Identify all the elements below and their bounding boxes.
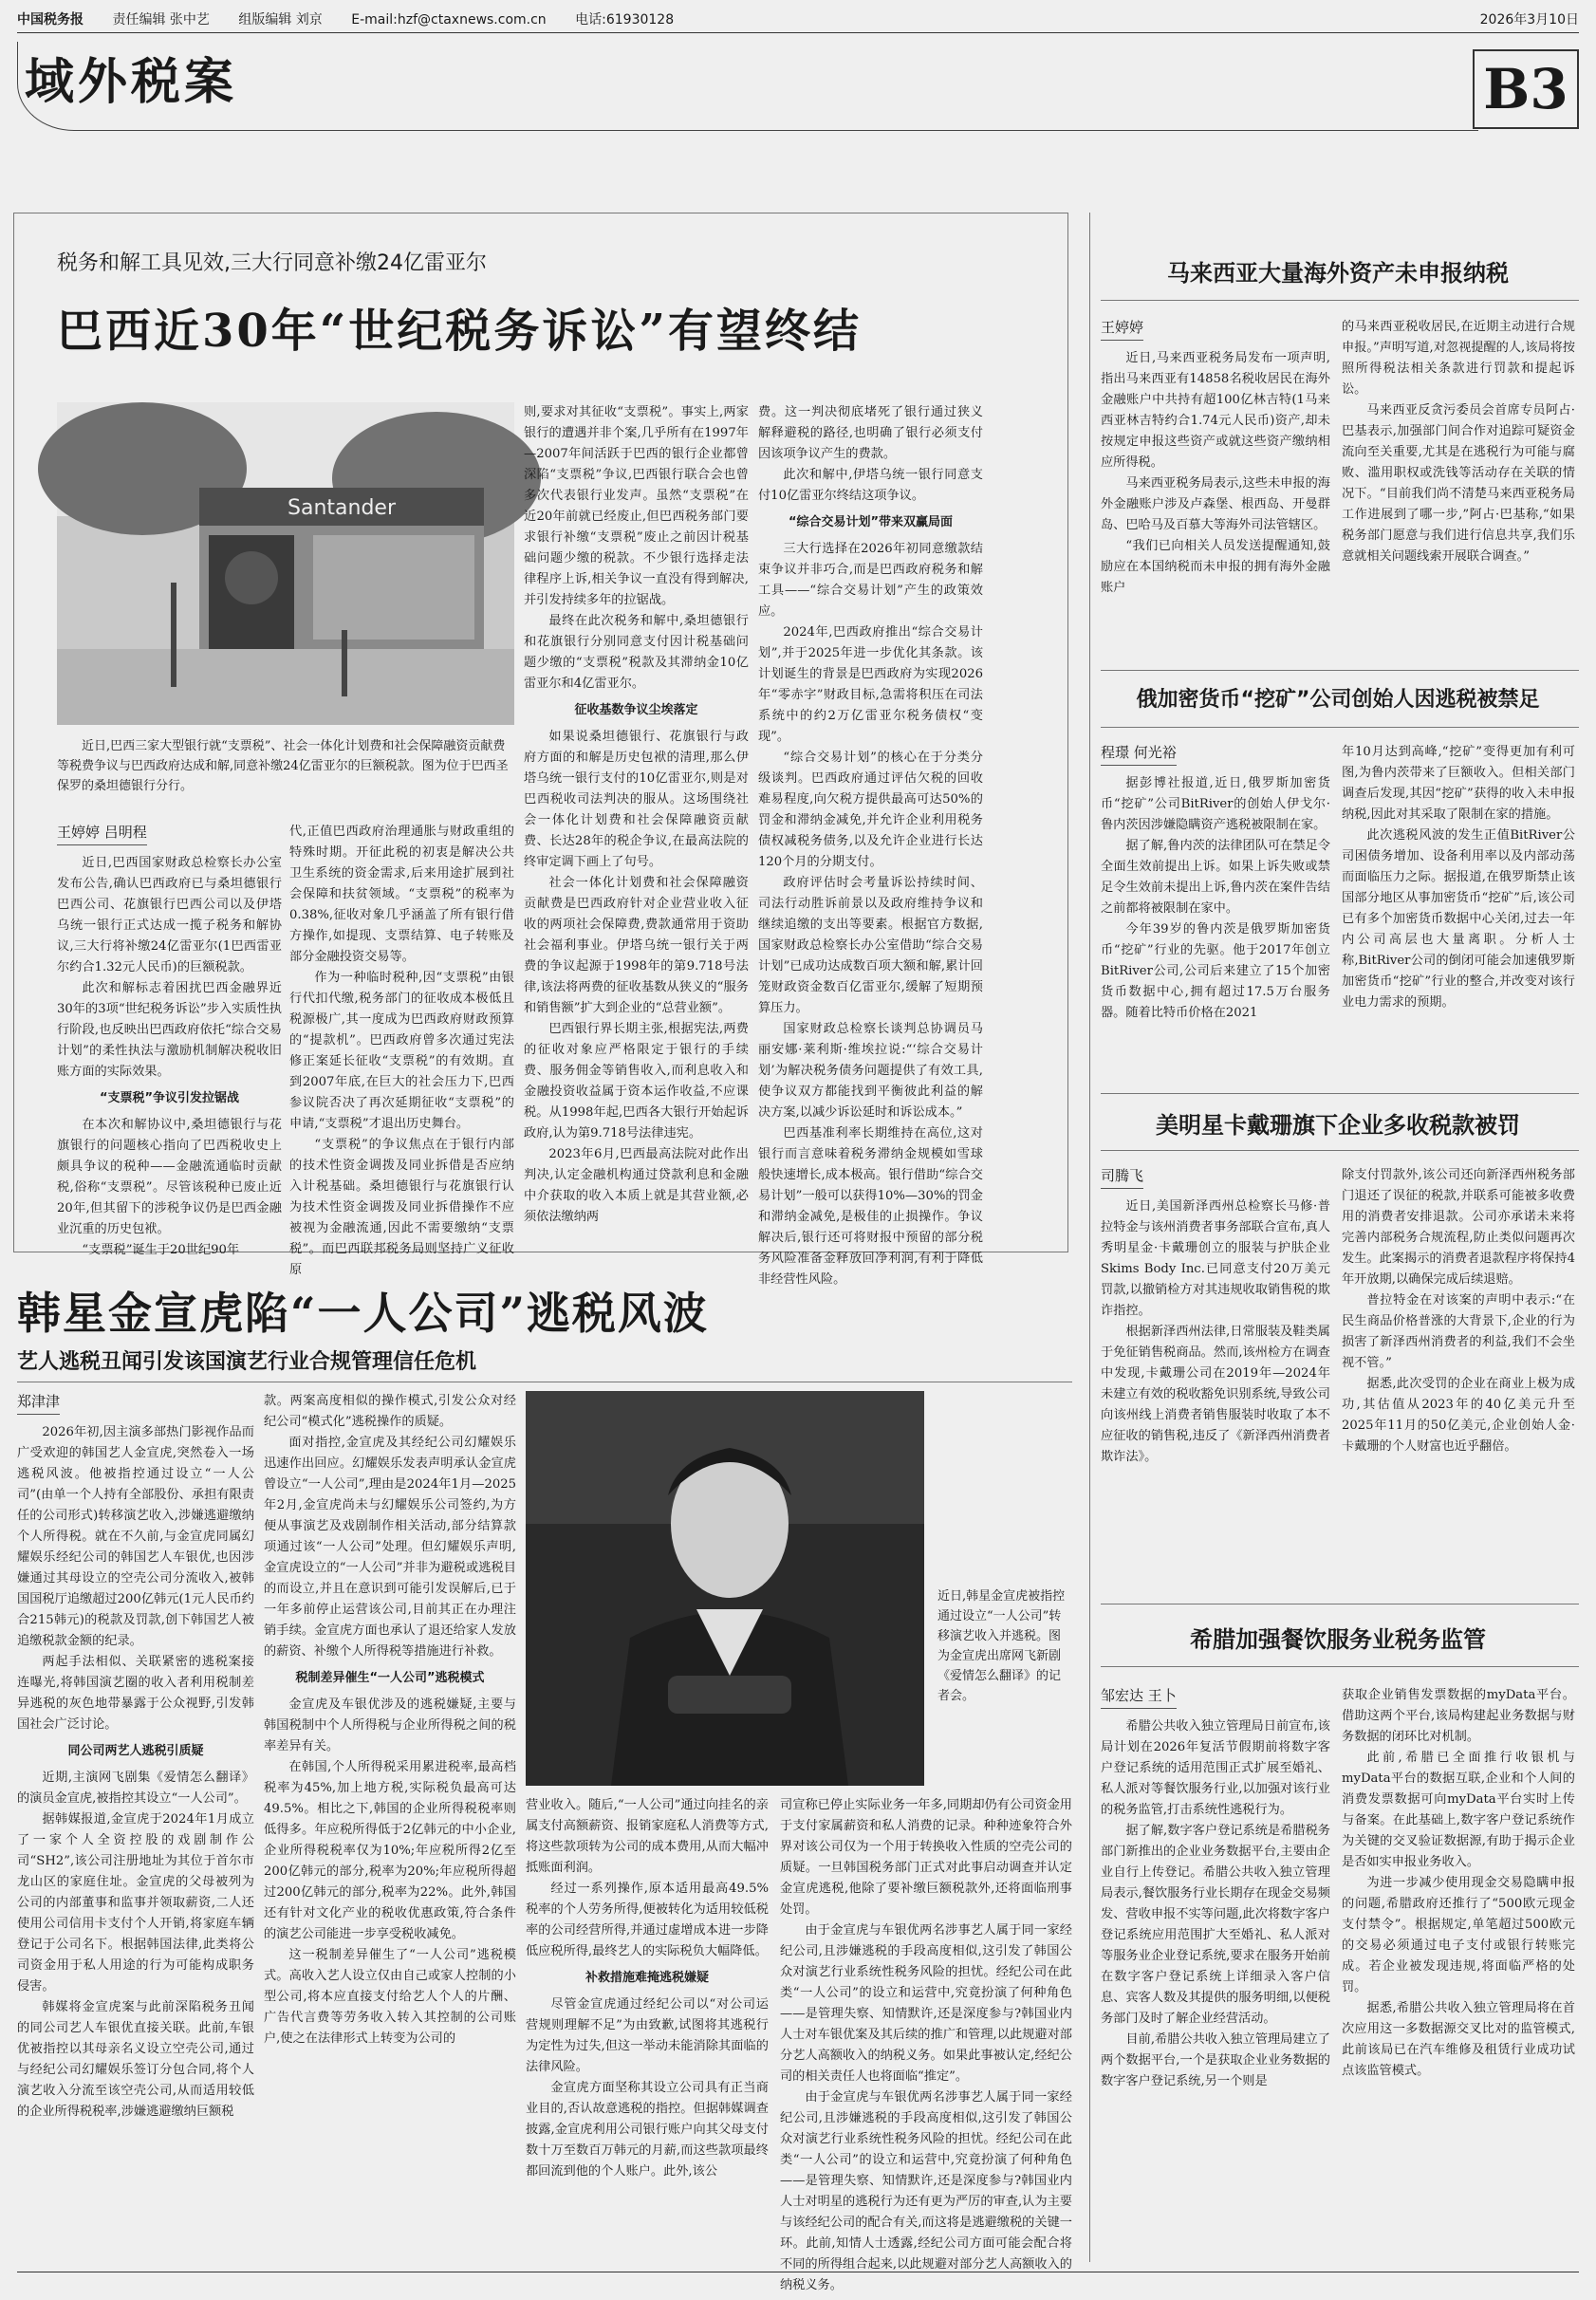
- paragraph: 根据新泽西州法律,日常服装及鞋类属于免征销售税商品。然而,该州检方在调查中发现,卡戴珊公司在2019年—2024年未建立有效的税收豁免识别系统,导致公司向该州线上消费者销售服装时收取了本不应征收的销售税,违反了《新泽西州消费者欺诈法》。: [1101, 1325, 1330, 1464]
- paragraph: 获取企业销售发票数据的myData平台。借助这两个平台,该局构建起业务数据与财务数据的闭环比对机制。: [1342, 1688, 1575, 1744]
- paragraph: 最终在此次税务和解中,桑坦德银行和花旗银行分别同意支付因计税基础问题少缴的“支票税”税款及其滞纳金10亿雷亚尔和4亿雷亚尔。: [524, 614, 749, 691]
- header-rule: [17, 32, 1579, 33]
- paragraph: 尽管金宣虎通过经纪公司以“对公司运营规则理解不足”为由致歉,试图将其逃税行为定性为过失,但这一举动未能消除其面临的法律风险。: [526, 1997, 769, 2074]
- paragraph: 则,要求对其征收“支票税”。事实上,两家银行的遭遇并非个案,几乎所有在1997年—2007年间活跃于巴西的银行企业都曾深陷“支票税”争议,巴西银行联合会也曾多次代表银行业发声。虽然“支票税”在近20年前就已经废止,但巴西税务部门要求银行补缴“支票税”废止之前因计税基础问题少缴的税款。不少银行选择走法律程序上诉,相关争议一直没有得到解决,并引发持续多年的拉锯战。: [524, 405, 749, 607]
- paragraph: “支票税”的争议焦点在于银行内部的技术性资金调拨及同业拆借是否应纳入计税基础。桑坦德银行与花旗银行认为技术性资金调拨及同业拆借操作不应被视为金融流通,因此不需要缴纳“支票税”。而巴西联邦税务局则坚持广义征收原: [289, 1138, 514, 1277]
- paragraph: 据悉,希腊公共收入独立管理局将在首次应用这一多数据源交叉比对的监管模式,此前该局已在汽车维修及租赁行业成功试点该监管模式。: [1342, 2001, 1575, 2078]
- paragraph: 2024年,巴西政府推出“综合交易计划”,并于2025年进一步优化其条款。该计划诞生的背景是巴西政府为实现2026年“零赤字”财政目标,急需将积压在司法系统中的约2万亿雷亚尔税务债权“变现”。: [758, 625, 983, 744]
- paragraph: 除支付罚款外,该公司还向新泽西州税务部门退还了误征的税款,并联系可能被多收费用的消费者安排退款。公司亦承诺未来将完善内部税务合规流程,防止类似问题再次发生。此案揭示的消费者退款程序将保持4年开放期,以确保完成后续退赔。: [1342, 1168, 1575, 1287]
- greece-byline: 邹宏达 王卜: [1101, 1685, 1177, 1709]
- paragraph: 据了解,数字客户登记系统是希腊税务部门新推出的企业业务数据平台,主要由企业自行上传登记。希腊公共收入独立管理局表示,餐饮服务行业长期存在现金交易频发、营收申报不实等问题,此次将数字客户登记系统应用范围扩大至婚礼、私人派对等服务业企业登记系统,要求在服务开始前在数字客户登记系统上详细录入客户信息、宾客人数及其提供的服务明细,以便税务部门及时了解企业经营活动。: [1101, 1824, 1330, 2026]
- page-number: B3: [1473, 49, 1579, 129]
- paragraph: 普拉特金在对该案的声明中表示:“在民生商品价格普涨的大背景下,企业的行为损害了新泽西州消费者的利益,我们不会坐视不管。”: [1342, 1293, 1575, 1370]
- russia-title: 俄加密货币“挖矿”公司创始人因逃税被禁足: [1136, 688, 1540, 712]
- svg-text:Santander: Santander: [288, 496, 396, 520]
- paragraph: 在韩国,个人所得税采用累进税率,最高档税率为45%,加上地方税,实际税负最高可达49.5%。相比之下,韩国的企业所得税税率则低得多。年应税所得低于2亿韩元的中小企业,企业所得税税率仅为10%;年应税所得2亿至200亿韩元的部分,税率为20%;年应税所得超过200亿韩元的部分,税率为22%。此外,韩国还有针对文化产业的税收优惠政策,符合条件的演艺公司能进一步享受税收减免。: [264, 1760, 516, 1941]
- korea-column-1: [17, 1391, 254, 2256]
- rule: [1101, 1666, 1579, 1667]
- paper-name: 中国税务报: [17, 12, 84, 28]
- paragraph: “我们已向相关人员发送提醒通知,鼓励应在本国纳税而未申报的拥有海外金融账户: [1101, 539, 1330, 595]
- brazil-column-4: [758, 402, 983, 1287]
- kardashian-title: 美明星卡戴珊旗下企业多收税款被罚: [1156, 1112, 1520, 1139]
- korea-column-3: [526, 1795, 769, 2256]
- paragraph: 马来西亚税务局表示,这些未申报的海外金融账户涉及卢森堡、根西岛、开曼群岛、巴哈马及百慕大等海外司法管辖区。: [1101, 476, 1330, 532]
- greece-column-2: [1342, 1685, 1575, 2258]
- paragraph: 经过一系列操作,原本适用最高49.5%税率的个人劳务所得,便被转化为适用较低税率的公司经营所得,并通过虚增成本进一步降低应税所得,最终艺人的实际税负大幅降低。: [526, 1882, 769, 1958]
- paragraph: 2023年6月,巴西最高法院对此作出判决,认定金融机构通过贷款利息和金融中介获取的收入本质上就是其营业额,必须依法缴纳两: [524, 1147, 749, 1224]
- kardashian-column-2: [1342, 1165, 1575, 1621]
- malaysia-column-2: [1342, 317, 1575, 668]
- russia-column-2: [1342, 742, 1575, 1089]
- paragraph: 代,正值巴西政府治理通胀与财政重组的特殊时期。开征此税的初衷是解决公共卫生系统的资金需求,后来用途扩展到社会保障和扶贫领域。“支票税”的税率为0.38%,征收对象几乎涵盖了所有银行借方操作,如提现、支票结算、电子转账及部分金融投资交易等。: [289, 825, 514, 964]
- malaysia-byline: 王婷婷: [1101, 317, 1143, 341]
- paragraph: 金宣虎及车银优涉及的逃税嫌疑,主要与韩国税制中个人所得税与企业所得税之间的税率差异有关。: [264, 1697, 516, 1753]
- paragraph: 巴西基准利率长期维持在高位,这对银行而言意味着税务滞纳金规模如雪球般快速增长,成本极高。银行借助“综合交易计划”一般可以获得10%—30%的罚金和滞纳金减免,是极佳的止损操作。争议解决后,银行还可将财报中预留的部分税务风险准备金释放回净利润,有利于降低非经营性风险。: [758, 1126, 983, 1287]
- masthead-bar: [17, 9, 1579, 28]
- paragraph: 今年39岁的鲁内茨是俄罗斯加密货币“挖矿”行业的先驱。他于2017年创立BitRiver公司,公司后来建立了15个加密货币数据中心,拥有超过17.5万台服务器。随着比特币价格在2021: [1101, 922, 1330, 1020]
- paragraph: 近日,美国新泽西州总检察长马修·普拉特金与该州消费者事务部联合宣布,真人秀明星金·卡戴珊创立的服装与护肤企业Skims Body Inc.已同意支付20万美元罚款,以撤销检方对其违规收取销售税的欺诈指控。: [1101, 1199, 1330, 1318]
- paragraph: 司宣称已停止实际业务一年多,同期却仍有公司资金用于支付家属薪资和私人消费的记录。种种迹象符合外界对该公司仅为一个用于转换收入性质的空壳公司的质疑。一旦韩国税务部门正式对此事启动调查并认定金宣虎逃税,他除了要补缴巨额税款外,还将面临刑事处罚。: [780, 1798, 1072, 1917]
- layout-editor: 组版编辑 刘京: [238, 12, 323, 28]
- paragraph: 费。这一判决彻底堵死了银行通过狭义解释避税的路径,也明确了银行必须支付因该项争议产生的费款。: [758, 405, 983, 461]
- korea-headline: 韩星金宣虎陷“一人公司”逃税风波: [17, 1288, 709, 1339]
- rule: [1101, 1150, 1579, 1151]
- paragraph: 两起手法相似、关联紧密的逃税案接连曝光,将韩国演艺圈的收入者利用税制差异逃税的灰色地带暴露于公众视野,引发韩国社会广泛讨论。: [17, 1655, 254, 1732]
- paragraph: 金宣虎方面坚称其设立公司具有正当商业目的,否认故意逃税的指控。但据韩媒调查披露,金宣虎利用公司银行账户向其父母支付数十万至数百万韩元的月薪,而这些款项最终都回流到他的个人账户。此外,该公: [526, 2081, 769, 2179]
- korea-column-4: [780, 1795, 1072, 2292]
- santander-branch-photo: [57, 402, 514, 725]
- subheading: 征收基数争议尘埃落定: [574, 703, 698, 717]
- brazil-kicker: 税务和解工具见效,三大行同意补缴24亿雷亚尔: [57, 251, 487, 275]
- paragraph: 在本次和解协议中,桑坦德银行与花旗银行的问题核心指向了巴西税收史上颇具争议的税种——金融流通临时贡献税,俗称“支票税”。尽管该税种已废止近20年,但其留下的涉税争议仍是巴西金融业沉重的历史包袱。: [57, 1118, 282, 1236]
- paragraph: 如果说桑坦德银行、花旗银行与政府方面的和解是历史包袱的清理,那么伊塔乌统一银行支付的10亿雷亚尔,则是对巴西税收司法判决的服从。这场围绕社会一体化计划费和社会保障融资贡献费、长达28年的税企争议,在最高法院的终审定调下画上了句号。: [524, 730, 749, 869]
- paragraph: 据韩媒报道,金宣虎于2024年1月成立了一家个人全资控股的戏剧制作公司“SH2”,该公司注册地址为其位于首尔市龙山区的家庭住址。金宣虎的父母被列为公司的内部董事和监事并领取薪资,二人还使用公司信用卡支付个人开销,将家庭车辆登记于公司名下。根据韩国法律,此类将公司资金用于私人用途的行为可能构成职务侵害。: [17, 1812, 254, 1994]
- kardashian-byline: 司腾飞: [1101, 1165, 1143, 1189]
- paragraph: 由于金宣虎与车银优两名涉事艺人属于同一家经纪公司,且涉嫌逃税的手段高度相似,这引发了韩国公众对演艺行业系统性税务风险的担忧。经纪公司在此类“一人公司”的设立和运营中,究竟扮演了何种角色——是管理失察、知情默许,还是深度参与?韩国业内人士对车银优案及其后续的推广和管理,以此规避对部分艺人高额收入的纳税义务。如果此事被认定,经纪公司的相关责任人也将面临“推定”。: [780, 1923, 1072, 2084]
- paragraph: 据彭博社报道,近日,俄罗斯加密货币“挖矿”公司BitRiver的创始人伊戈尔·鲁内茨因涉嫌隐瞒资产逃税被限制在家。: [1101, 776, 1330, 832]
- paragraph: 此次和解中,伊塔乌统一银行同意支付10亿雷亚尔终结这项争议。: [758, 468, 983, 503]
- rule: [1101, 1093, 1579, 1094]
- subheading: 税制差异催生“一人公司”逃税模式: [295, 1671, 485, 1685]
- paragraph: 目前,希腊公共收入独立管理局建立了两个数据平台,一个是获取企业业务数据的数字客户登记系统,另一个则是: [1101, 2032, 1330, 2088]
- paragraph: 面对指控,金宣虎及其经纪公司幻耀娱乐迅速作出回应。幻耀娱乐发表声明承认金宣虎曾设立“一人公司”,理由是2024年1月—2025年2月,金宣虎尚未与幻耀娱乐公司签约,为方便从事演艺及戏剧制作相关活动,部分结算款项通过该“一人公司”处理。但幻耀娱乐声明,金宣虎设立的“一人公司”并非为避税或逃税目的而设立,并且在意识到可能引发误解后,已于一年多前停止运营该公司,目前其正在办理注销手续。金宣虎方面也承认了退还给家人发放的薪资、补缴个人所得税等措施进行补救。: [264, 1436, 516, 1659]
- paragraph: 款。两案高度相似的操作模式,引发公众对经纪公司“模式化”逃税操作的质疑。: [264, 1394, 516, 1429]
- russia-column-1: [1101, 742, 1330, 1089]
- editor: 责任编辑 张中艺: [112, 12, 210, 28]
- greece-title: 希腊加强餐饮服务业税务监管: [1190, 1626, 1486, 1653]
- paragraph: 据了解,鲁内茨的法律团队可在禁足令全面生效前提出上诉。如果上诉失败或禁足令生效前未提出上诉,鲁内茨在案件告结之前都将被限制在家中。: [1101, 839, 1330, 916]
- korea-photo-caption: 近日,韩星金宣虎被指控通过设立“一人公司”转移演艺收入并逃税。图为金宣虎出席网飞新剧《爱情怎么翻译》的记者会。: [937, 1589, 1066, 1703]
- paragraph: 希腊公共收入独立管理局日前宣布,该局计划在2026年复活节假期前将数字客户登记系统的适用范围正式扩展至婚礼、私人派对等餐饮服务行业,以加强对该行业的税务监管,打击系统性逃税行为。: [1101, 1719, 1330, 1817]
- paragraph: 马来西亚反贪污委员会首席专员阿占·巴基表示,加强部门间合作对追踪可疑资金流向至关重要,尤其是在逃税行为可能与腐败、滥用职权或洗钱等活动存在关联的情况下。“目前我们尚不清楚马来西亚税务局工作进展到了哪一步,”阿占·巴基称,“如果税务部门愿意与我们进行信息共享,我们乐意就相关问题线索开展联合调查。”: [1342, 403, 1575, 564]
- kardashian-column-1: [1101, 1165, 1330, 1621]
- paragraph: 社会一体化计划费和社会保障融资贡献费是巴西政府针对企业营业收入征收的两项社会保障费,费款通常用于资助社会福利事业。伊塔乌统一银行关于两费的争议起源于1998年的第9.718号法律,该法将两费的征收基数从狭义的“服务和销售额”扩大到企业的“总营业额”。: [524, 876, 749, 1015]
- paragraph: 为进一步减少使用现金交易隐瞒申报的问题,希腊政府还推行了“500欧元现金支付禁令”。根据规定,单笔超过500欧元的交易必须通过电子支付或银行转账完成。若企业被发现违规,将面临严格的处罚。: [1342, 1876, 1575, 1994]
- issue-date: 2026年3月10日: [1479, 12, 1579, 28]
- paragraph: “支票税”诞生于20世纪90年: [82, 1243, 240, 1257]
- paragraph: 这一税制差异催生了“一人公司”逃税模式。高收入艺人设立仅由自己或家人控制的小型公司,将本应直接支付给艺人个人的片酬、广告代言费等劳务收入转入其控制的公司账户,使之在法律形式上转变为公司的: [264, 1948, 516, 2046]
- paragraph: 政府评估时会考量诉讼持续时间、司法行动胜诉前景以及政府维持争议和继续追缴的支出等要素。根据官方数据,国家财政总检察长办公室借助“综合交易计划”已成功达成数百项大额和解,累计回笼财政资金数百亿雷亚尔,缓解了短期预算压力。: [758, 876, 983, 1015]
- paragraph: 巴西银行界长期主张,根据宪法,两费的征收对象应严格限定于银行的手续费、服务佣金等销售收入,而利息收入和金融投资收益属于资本运作收益,不应课税。从1998年起,巴西各大银行开始起诉政府,认为第9.718号法律违宪。: [524, 1022, 749, 1141]
- subheading: “支票税”争议引发拉锯战: [99, 1091, 240, 1105]
- rule: [1101, 670, 1579, 671]
- paragraph: 据悉,此次受罚的企业在商业上极为成功,其估值从2023年的40亿美元升至2025年11月的50亿美元,企业创始人金·卡戴珊的个人财富也近乎翻倍。: [1342, 1377, 1575, 1454]
- paragraph: 韩媒将金宣虎案与此前深陷税务丑闻的同公司艺人车银优直接关联。此前,车银优被指控以其母亲名义设立空壳公司,通过与经纪公司幻耀娱乐签订分包合同,将个人演艺收入分流至该空壳公司,从而适用较低的企业所得税税率,涉嫌逃避缴纳巨额税: [17, 2000, 254, 2119]
- phone: 电话:61930128: [575, 12, 675, 28]
- paragraph: 近日,马来西亚税务局发布一项声明,指出马来西亚有14858名税收居民在海外金融账户中共持有超100亿林吉特(1马来西亚林吉特约合1.74元人民币)资产,却未按规定申报这些资产或就这些资产缴纳相应所得税。: [1101, 351, 1330, 470]
- paragraph: 2026年初,因主演多部热门影视作品而广受欢迎的韩国艺人金宣虎,突然卷入一场逃税风波。他被指控通过设立“一人公司”(由单一个人持有全部股份、承担有限责任的公司形式)转移演艺收入,涉嫌逃避缴纳个人所得税。就在不久前,与金宣虎同属幻耀娱乐经纪公司的韩国艺人车银优,也因涉嫌通过其母设立的空壳公司分流收入,被韩国国税厅追缴超过200亿韩元(1元人民币约合215韩元)的税款及罚款,创下韩国艺人被追缴税款金额的纪录。: [17, 1425, 254, 1648]
- korea-byline: 郑津津: [17, 1391, 60, 1415]
- subheading: “综合交易计划”带来双赢局面: [788, 515, 954, 529]
- paragraph: 作为一种临时税种,因“支票税”由银行代扣代缴,税务部门的征收成本极低且税源极广,其一度成为巴西政府财政预算的“提款机”。巴西政府曾多次通过宪法修正案延长征收“支票税”的有效期。直到2007年底,在巨大的社会压力下,巴西参议院否决了再次延期征收“支票税”的申请,“支票税”才退出历史舞台。: [289, 971, 514, 1131]
- actor-image: [526, 1391, 924, 1786]
- brazil-headline: 巴西近30年“世纪税务诉讼”有望终结: [57, 305, 863, 358]
- brazil-column-3: [524, 402, 749, 1245]
- actor-press-photo: [526, 1391, 924, 1786]
- section-title: 域外税案: [25, 53, 238, 111]
- paragraph: 三大行选择在2026年初同意缴款结束争议并非巧合,而是巴西政府税务和解工具——“综合交易计划”产生的政策效应。: [758, 542, 983, 619]
- malaysia-title: 马来西亚大量海外资产未申报纳税: [1167, 260, 1509, 287]
- brazil-photo-caption: 近日,巴西三家大型银行就“支票税”、社会一体化计划费和社会保障融资贡献费等税费争议与巴西政府达成和解,同意补缴24亿雷亚尔的巨额税款。图为位于巴西圣保罗的桑坦德银行分行。: [57, 739, 509, 793]
- right-column-divider: [1089, 213, 1090, 2262]
- paragraph: 此前,希腊已全面推行收银机与myData平台的数据互联,企业和个人间的消费发票数据可向myData平台实时上传与备案。在此基础上,数字客户登记系统作为关键的交叉验证数据源,有助于揭示企业是否如实申报业务收入。: [1342, 1751, 1575, 1869]
- paragraph: 此次逃税风波的发生正值BitRiver公司困债务增加、设备利用率以及内部动荡而面临压力之际。据报道,在俄罗斯禁止该国部分地区从事加密货币“挖矿”后,该公司已有多个加密货币数据中心关闭,过去一年内公司高层也大量离职。分析人士称,BitRiver公司的倒闭可能会加速俄罗斯加密货币“挖矿”行业的整合,并改变对该行业电力需求的预期。: [1342, 828, 1575, 1010]
- paragraph: 近期,主演网飞剧集《爱情怎么翻译》的演员金宣虎,被指控其设立“一人公司”。: [17, 1771, 254, 1806]
- email: E-mail:hzf@ctaxnews.com.cn: [351, 12, 547, 28]
- paragraph: “综合交易计划”的核心在于分类分级谈判。巴西政府通过评估欠税的回收难易程度,向欠税方提供最高可达50%的罚金和滞纳金减免,并允许企业利用税务债权减税务债务,以及允许企业进行长达120个月的分期支付。: [758, 751, 983, 869]
- brazil-column-1: [57, 822, 282, 1257]
- korea-column-2: [264, 1391, 516, 2256]
- rule: [1101, 300, 1579, 301]
- rule: [1101, 727, 1579, 728]
- subheading: 同公司两艺人逃税引质疑: [67, 1744, 204, 1758]
- paragraph: 国家财政总检察长谈判总协调员马丽安娜·莱利斯·维埃拉说:“‘综合交易计划’为解决税务债务问题提供了有效工具,使争议双方都能找到平衡彼此利益的解决方案,以减少诉讼延时和诉讼成本。”: [758, 1022, 983, 1120]
- subheading: 补救措施难掩逃税嫌疑: [585, 1971, 709, 1985]
- greece-column-1: [1101, 1685, 1330, 2258]
- russia-byline: 程璟 何光裕: [1101, 742, 1177, 766]
- paragraph: 的马来西亚税收居民,在近期主动进行合规申报。”声明写道,对忽视提醒的人,该局将按照所得税法相关条款进行罚款和提起诉讼。: [1342, 320, 1575, 397]
- paragraph: 年10月达到高峰,“挖矿”变得更加有利可图,为鲁内茨带来了巨额收入。但相关部门调查后发现,其因“挖矿”获得的收入未申报纳税,因此对其采取了限制在家的措施。: [1342, 745, 1575, 822]
- paragraph: 营业收入。随后,“一人公司”通过向挂名的亲属支付高额薪资、报销家庭私人消费等方式,将这些款项转为公司的成本费用,从而大幅冲抵账面利润。: [526, 1798, 769, 1875]
- korea-subhead: 艺人逃税丑闻引发该国演艺行业合规管理信任危机: [17, 1350, 477, 1374]
- paragraph: 近日,巴西国家财政总检察长办公室发布公告,确认巴西政府已与桑坦德银行巴西公司、花旗银行巴西公司以及伊塔乌统一银行正式达成一揽子税务和解协议,三大行将补缴24亿雷亚尔(1巴西雷亚尔约合1.32元人民币)的巨额税款。: [57, 856, 282, 974]
- paragraph: 此次和解标志着困扰巴西金融界近30年的3项“世纪税务诉讼”步入实质性执行阶段,也反映出巴西政府依托“综合交易计划”的柔性执法与激励机制解决税收旧账方面的实际效果。: [57, 981, 282, 1079]
- malaysia-column-1: [1101, 317, 1330, 668]
- bank-branch-image: [57, 402, 514, 725]
- paragraph: 由于金宣虎与车银优两名涉事艺人属于同一家经纪公司,且涉嫌逃税的手段高度相似,这引发了韩国公众对演艺行业系统性税务风险的担忧。经纪公司在此类“一人公司”的设立和运营中,究竟扮演了何种角色——是管理失察、知情默许,还是深度参与?韩国业内人士对明星的逃税行为还有更为严厉的审查,认为主要与该经纪公司的配合有关,而这将是逃避缴税的关键一环。此前,知情人士透露,经纪公司方面可能会配合将不同的所得组合起来,以此规避对部分艺人高额收入的纳税义务。: [780, 2090, 1072, 2292]
- brazil-column-2: [289, 822, 514, 1277]
- brazil-byline: 王婷婷 吕明程: [57, 822, 147, 845]
